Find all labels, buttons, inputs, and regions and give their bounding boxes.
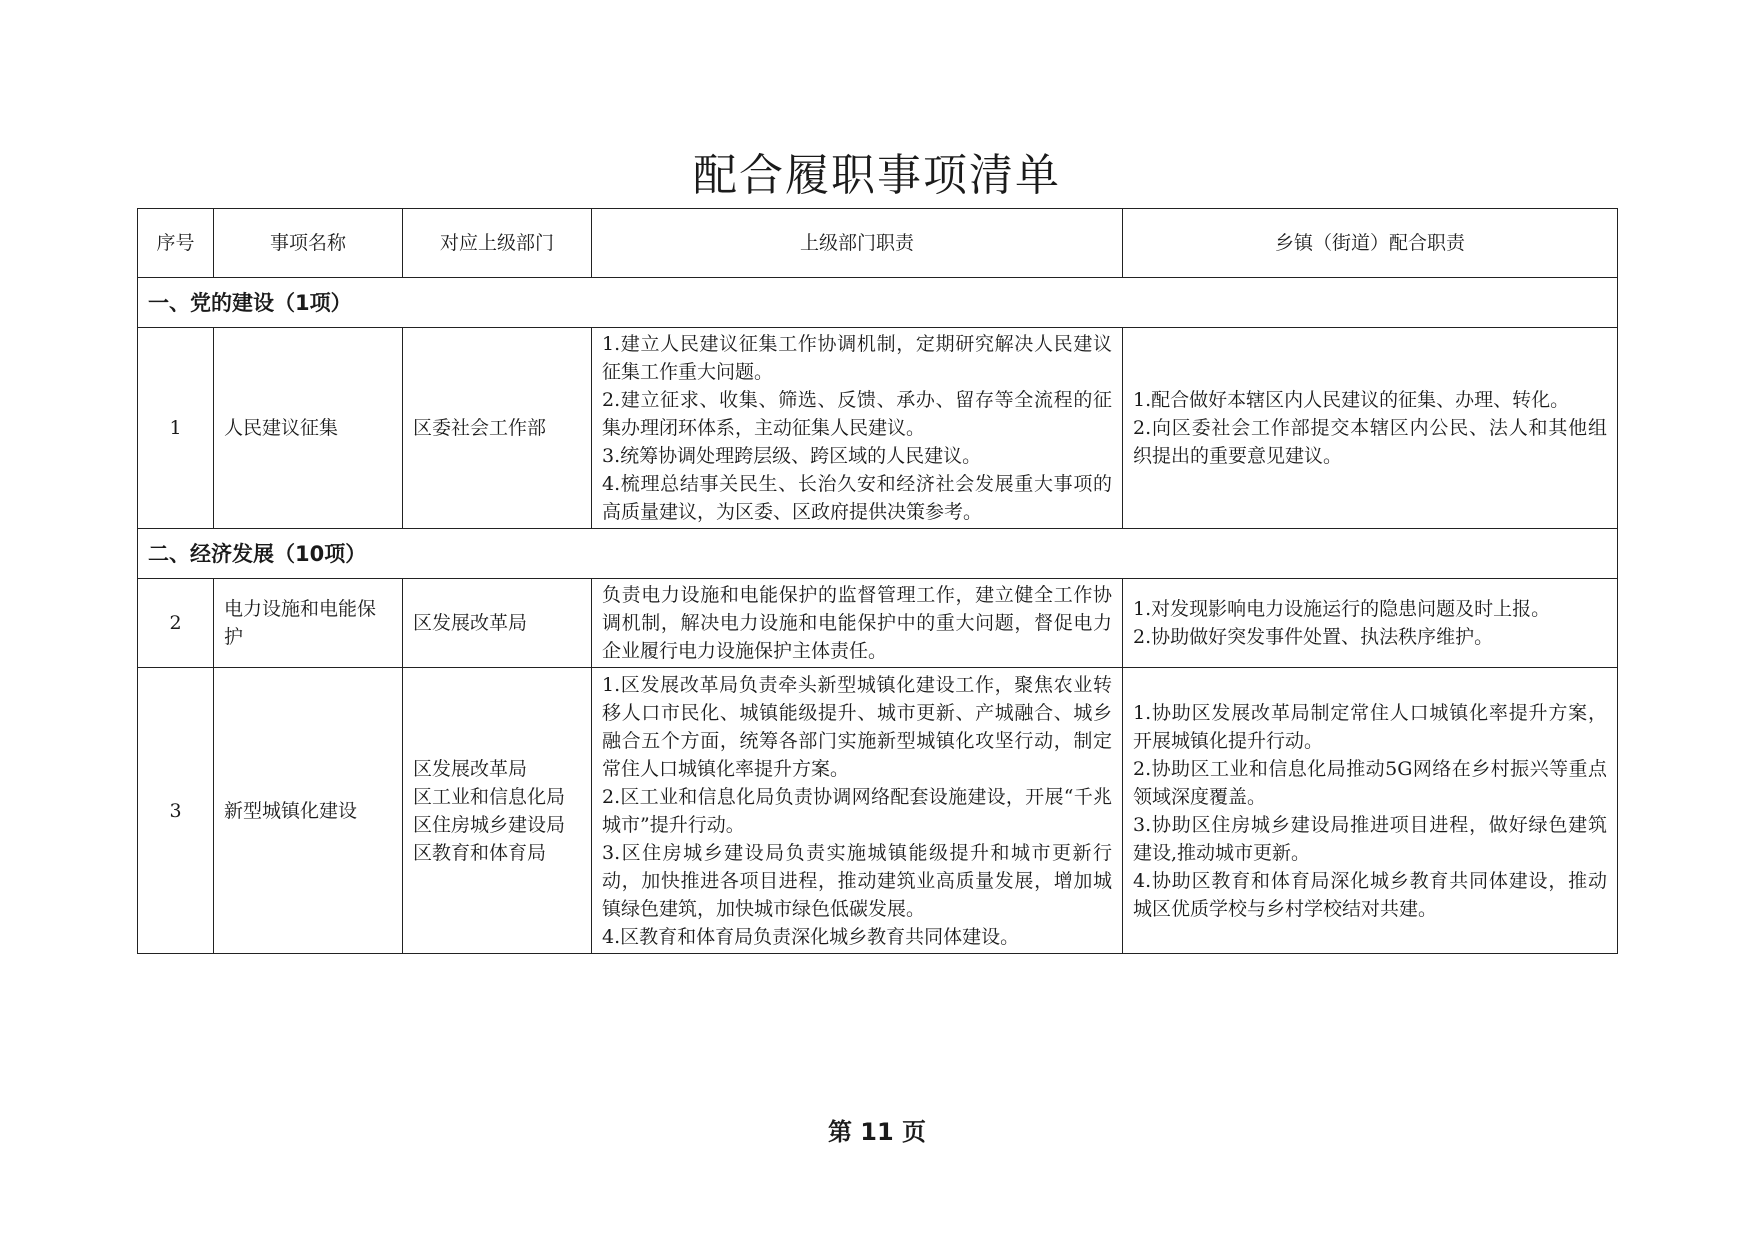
header-no: 序号: [138, 209, 214, 278]
row-duty: [592, 579, 1123, 668]
coop-line: 1.协助区发展改革局制定常住人口城镇化率提升方案，开展城镇化提升行动。: [1133, 701, 1607, 752]
header-dept: 对应上级部门: [403, 209, 592, 278]
row-coop: [1123, 579, 1618, 668]
duty-line: 3.统筹协调处理跨层级、跨区域的人民建议。: [602, 445, 982, 467]
coop-line: 2.协助做好突发事件处置、执法秩序维护。: [1133, 626, 1494, 648]
duty-line: 2.建立征求、收集、筛选、反馈、承办、留存等全流程的征集办理闭环体系，主动征集人民建议。: [602, 389, 1112, 439]
dept-line: 区发展改革局: [413, 612, 528, 634]
duty-line: 4.区教育和体育局负责深化城乡教育共同体建设。: [602, 925, 1020, 948]
row-duty: [592, 328, 1123, 529]
row-no: 2: [138, 579, 214, 668]
row-name: 人民建议征集: [214, 328, 403, 529]
row-no: 3: [138, 668, 214, 954]
row-name: 新型城镇化建设: [214, 668, 403, 954]
section-row: [138, 529, 1618, 579]
header-name: 事项名称: [214, 209, 403, 278]
duty-line: 3.区住房城乡建设局负责实施城镇能级提升和城市更新行动，加快推进各项目进程，推动建筑业高质量发展，增加城镇绿色建筑，加快城市绿色低碳发展。: [602, 841, 1112, 920]
dept-line: 区工业和信息化局: [413, 785, 566, 808]
row-dept: [403, 579, 592, 668]
duty-line: 4.梳理总结事关民生、长治久安和经济社会发展重大事项的高质量建议，为区委、区政府提供决策参考。: [602, 473, 1112, 523]
coop-line: 2.协助区工业和信息化局推动5G网络在乡村振兴等重点领域深度覆盖。: [1133, 757, 1607, 808]
table-row: [138, 668, 1618, 954]
dept-line: 区发展改革局: [413, 757, 528, 780]
coop-line: 1.对发现影响电力设施运行的隐患问题及时上报。: [1133, 598, 1551, 620]
coop-line: 2.向区委社会工作部提交本辖区内公民、法人和其他组织提出的重要意见建议。: [1133, 417, 1607, 467]
row-dept: [403, 668, 592, 954]
header-coop: 乡镇（街道）配合职责: [1123, 209, 1618, 278]
row-no: 1: [138, 328, 214, 529]
section-heading: 二、经济发展（10项）: [138, 529, 1618, 579]
duty-line: 2.区工业和信息化局负责协调网络配套设施建设，开展“千兆城市”提升行动。: [602, 785, 1112, 836]
row-duty: [592, 668, 1123, 954]
page-number: 第 11 页: [827, 1118, 927, 1146]
coop-line: 4.协助区教育和体育局深化城乡教育共同体建设，推动城区优质学校与乡村学校结对共建。: [1133, 869, 1607, 920]
row-name: 电力设施和电能保护: [214, 579, 403, 668]
duty-line: 1.建立人民建议征集工作协调机制，定期研究解决人民建议征集工作重大问题。: [602, 333, 1112, 383]
duty-table: [137, 208, 1618, 954]
coop-line: 3.协助区住房城乡建设局推进项目进程，做好绿色建筑建设,推动城市更新。: [1133, 813, 1607, 864]
row-coop: [1123, 328, 1618, 529]
section-heading: 一、党的建设（1项）: [138, 278, 1618, 328]
header-duty: 上级部门职责: [592, 209, 1123, 278]
table-row: [138, 579, 1618, 668]
duty-line: 负责电力设施和电能保护的监督管理工作，建立健全工作协调机制，解决电力设施和电能保护中的重大问题，督促电力企业履行电力设施保护主体责任。: [602, 584, 1112, 662]
duty-line: 1.区发展改革局负责牵头新型城镇化建设工作，聚焦农业转移人口市民化、城镇能级提升、城市更新、产城融合、城乡融合五个方面，统筹各部门实施新型城镇化攻坚行动，制定常住人口城镇化率提升方案。: [602, 673, 1112, 780]
dept-line: 区委社会工作部: [413, 417, 547, 439]
section-row: [138, 278, 1618, 328]
coop-line: 1.配合做好本辖区内人民建议的征集、办理、转化。: [1133, 389, 1570, 411]
row-coop: [1123, 668, 1618, 954]
dept-line: 区住房城乡建设局: [413, 813, 566, 836]
page-title: 配合履职事项清单: [693, 150, 1061, 201]
header-row: [138, 209, 1618, 278]
table-row: [138, 328, 1618, 529]
dept-line: 区教育和体育局: [413, 841, 547, 864]
row-dept: [403, 328, 592, 529]
